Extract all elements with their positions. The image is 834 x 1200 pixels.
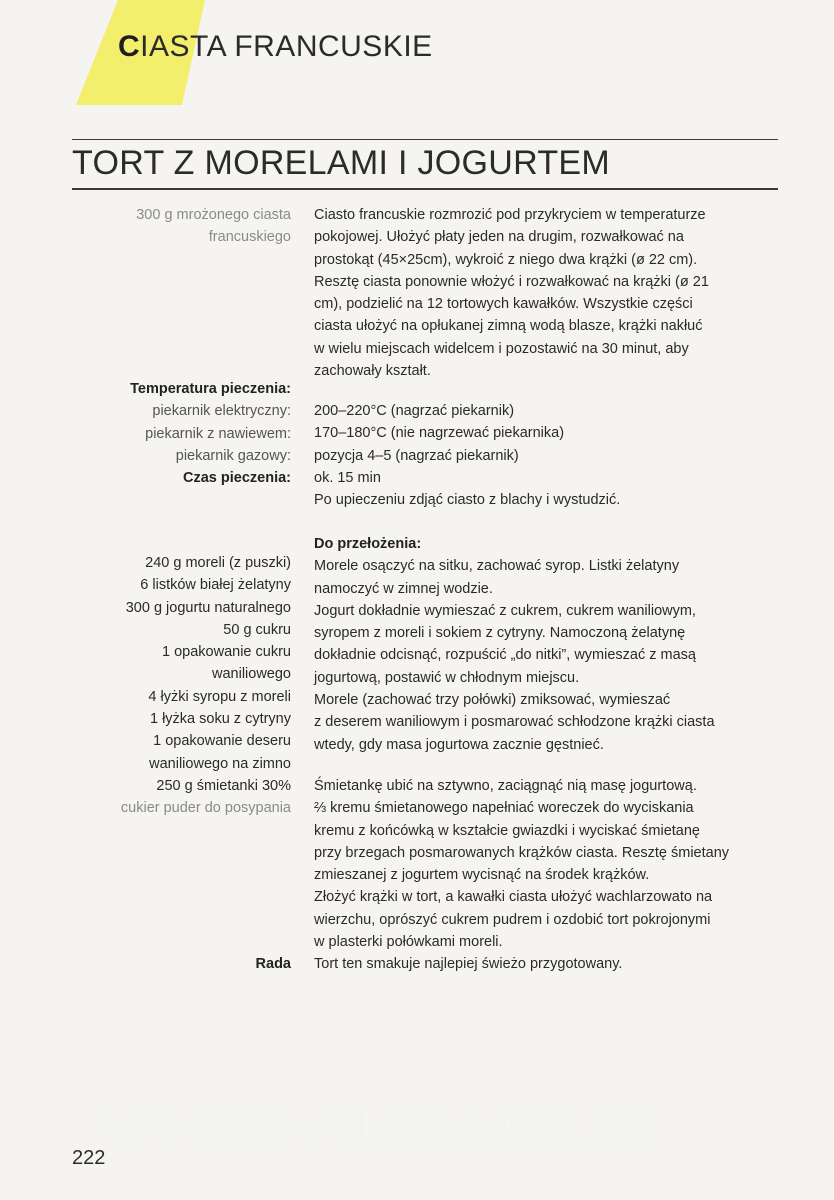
instruction-line: ciasta ułożyć na opłukanej zimną wodą blasze, krążki nakłuć — [314, 318, 703, 335]
dough-instructions — [314, 204, 784, 382]
cream-instructions — [314, 775, 784, 953]
ingredient-line: cukier puder do posypania — [120, 800, 291, 817]
instruction-line: z deserem waniliowym i posmarować schłodzone krążki ciasta — [314, 714, 715, 731]
oven-fan-value: 170–180°C (nie nagrzewać piekarnika) — [314, 425, 565, 442]
baking-time-value: ok. 15 min — [314, 469, 381, 486]
oven-electric-label: piekarnik elektryczny: — [152, 403, 291, 420]
instruction-line: Złożyć krążki w tort, a kawałki ciasta ułożyć wachlarzowato na — [314, 889, 713, 906]
ingredient-line: 1 opakowanie cukru — [162, 644, 291, 661]
ingredient-line: francuskiego — [208, 229, 291, 246]
instruction-line: cm), podzielić na 12 tortowych kawałków. Wszystkie części — [314, 296, 693, 313]
ingredient-line: 300 g jogurtu naturalnego — [125, 599, 291, 616]
instruction-line: ⅔ kremu śmietanowego napełniać woreczek do wyciskania — [314, 800, 694, 817]
instruction-line: kremu z końcówką w kształcie gwiazdki i wyciskać śmietanę — [314, 822, 700, 839]
instruction-line: Morele osączyć na sitku, zachować syrop. Listki żelatyny — [314, 558, 680, 575]
instruction-line: pokojowej. Ułożyć płaty jeden na drugim, rozwałkować na — [314, 229, 684, 246]
ingredient-line: waniliowego na zimno — [149, 755, 291, 772]
title-rule-bottom — [72, 188, 778, 190]
ingredient-line: 240 g moreli (z puszki) — [145, 555, 291, 571]
instruction-line: Resztę ciasta ponownie włożyć i rozwałkować na krążki (ø 21 — [314, 273, 709, 290]
tip-text-block — [314, 953, 784, 975]
instruction-line: w wielu miejscach widelcem i pozostawić na 30 minut, aby — [314, 340, 689, 357]
filling-instructions — [314, 533, 784, 756]
instruction-line: zachowały kształt. — [314, 363, 431, 380]
after-bake-note: Po upieczeniu zdjąć ciasto z blachy i wystudzić. — [314, 492, 621, 509]
page-number: 222 — [72, 1147, 106, 1169]
oven-gas-label: piekarnik gazowy: — [175, 447, 291, 464]
filling-heading: Do przełożenia: — [314, 536, 422, 552]
recipe-title: TORT Z MORELAMI I JOGURTEM — [72, 144, 611, 182]
instruction-line: wierzchu, oprószyć cukrem pudrem i ozdobić tort pokrojonymi — [314, 911, 711, 928]
section-title: CIASTA FRANCUSKIE — [118, 30, 433, 63]
oven-fan-label: piekarnik z nawiewem: — [145, 425, 291, 442]
instruction-line: Ciasto francuskie rozmrozić pod przykryciem w temperaturze — [314, 207, 706, 223]
instruction-line: namoczyć w zimnej wodzie. — [314, 580, 493, 597]
temperature-heading: Temperatura pieczenia: — [130, 381, 291, 397]
dough-ingredients — [70, 204, 291, 249]
instruction-line: jogurtową, postawić w chłodnym miejscu. — [314, 669, 580, 686]
instruction-line: zmieszanej z jogurtem wycisnąć na środek krążków. — [314, 867, 650, 884]
instruction-line: Morele (zachować trzy połówki) zmiksować, wymieszać — [314, 692, 671, 709]
instruction-line: prostokąt (45×25cm), wykroić z niego dwa krążki (ø 22 cm). — [314, 251, 698, 268]
oven-electric-value: 200–220°C (nagrzać piekarnik) — [314, 403, 515, 419]
ingredient-line: 1 opakowanie deseru — [153, 733, 291, 750]
instruction-line: w plasterki połówkami moreli. — [314, 934, 503, 951]
yellow-accent-shape — [0, 0, 834, 130]
tip-heading: Rada — [255, 956, 291, 972]
oven-gas-value: pozycja 4–5 (nagrzać piekarnik) — [314, 447, 519, 464]
watermark: wedlinydomowe.pl — [105, 1093, 651, 1156]
baking-values — [314, 400, 784, 511]
instruction-line: przy brzegach posmarowanych krążków ciasta. Resztę śmietany — [314, 844, 730, 861]
filling-ingredients — [70, 552, 291, 820]
ingredient-line: 4 łyżki syropu z moreli — [148, 688, 291, 705]
tip-text: Tort ten smakuje najlepiej świeżo przygotowany. — [314, 956, 623, 972]
baking-time-heading: Czas pieczenia: — [183, 470, 291, 487]
instruction-line: Jogurt dokładnie wymieszać z cukrem, cukrem waniliowym, — [314, 602, 696, 619]
instruction-line: dokładnie odcisnąć, rozpuścić „do nitki”, wymieszać z masą — [314, 647, 696, 664]
ingredient-line: waniliowego — [212, 666, 291, 683]
instruction-line: syropem z moreli i sokiem z cytryny. Namoczoną żelatynę — [314, 625, 686, 642]
instruction-line: wtedy, gdy masa jogurtowa zacznie gęstnieć. — [314, 736, 604, 753]
ingredient-line: 6 listków białej żelatyny — [140, 577, 291, 594]
tip-label-block — [70, 953, 291, 975]
ingredient-line: 50 g cukru — [223, 621, 291, 638]
title-rule-top — [72, 139, 778, 140]
baking-labels — [70, 378, 291, 489]
ingredient-line: 1 łyżka soku z cytryny — [149, 711, 291, 728]
ingredient-line: 300 g mrożonego ciasta — [136, 207, 291, 223]
instruction-line: Śmietankę ubić na sztywno, zaciągnąć nią masę jogurtową. — [314, 778, 697, 794]
ingredient-line: 250 g śmietanki 30% — [156, 777, 291, 794]
